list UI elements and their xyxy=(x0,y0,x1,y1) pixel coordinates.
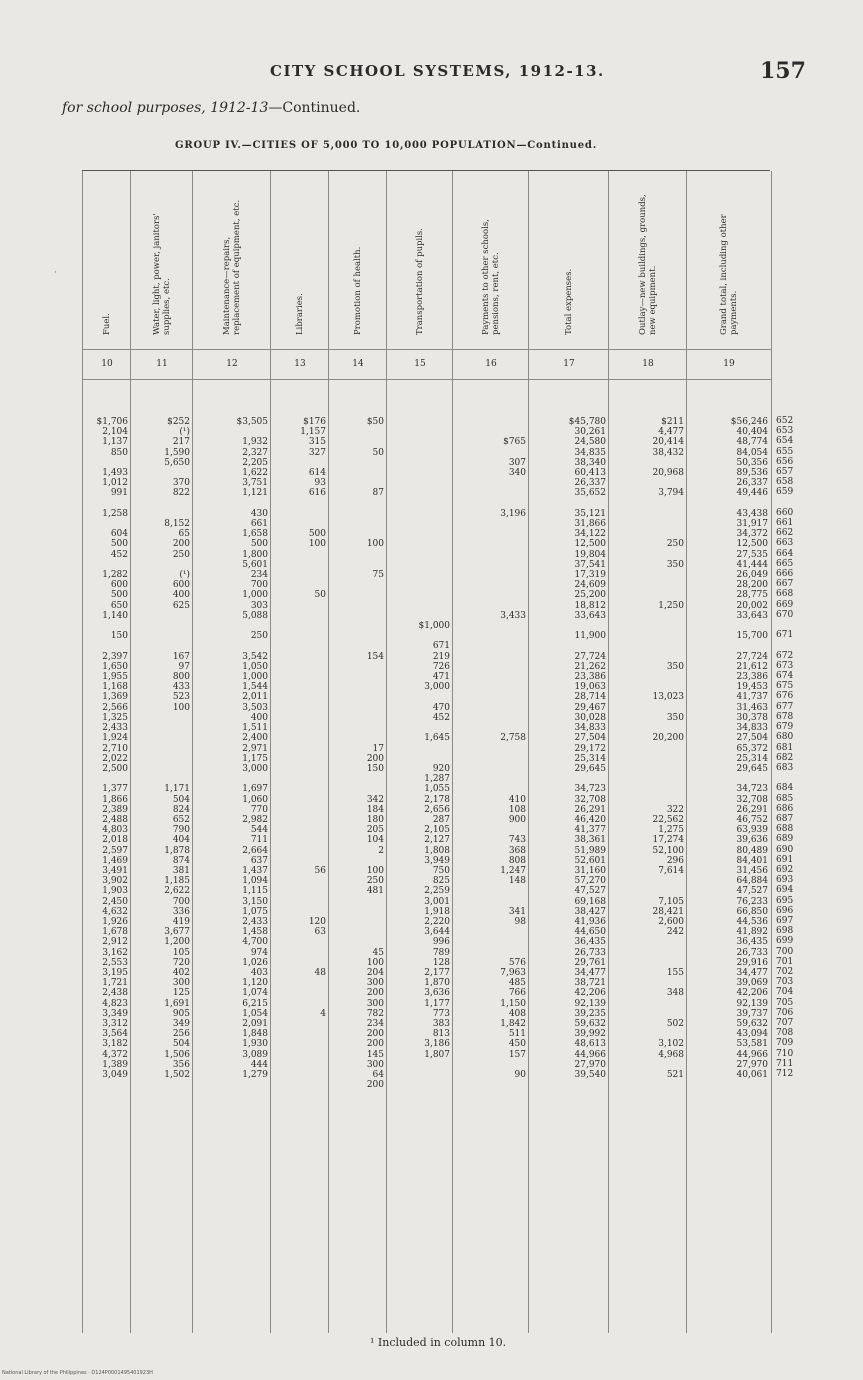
column-values: $45,780 30,261 24,580 34,835 38,340 60,413 26,337 35,652 35,121 31,866 34,122 12,500 19,804 37,541 17,319 24,609 25,200 18,812 33,643 11,900 27,724 21,262 23,386 19,063 28,714 29,467 30,028 34,833 27,504 29,172 25,314 29,645 34,723 32,708 26,291 46,420 41,377 38,361 51,989 52,601 31,160 57,270 47,527 69,168 38,427 41,936 44,650 36,435 26,733 29,761 34,477 38,721 42,206 92,139 39,235 59,632 39,992 48,613 44,966 27,970 39,540 xyxy=(568,417,606,1080)
column-values: $3,505 1,932 2,327 2,205 1,622 3,751 1,121 430 661 1,658 500 1,800 5,601 234 700 1,000 303 5,088 250 3,542 1,050 1,000 1,544 2,011 3,503 400 1,511 2,400 2,971 1,175 3,000 1,697 1,060 770 2,982 544 711 2,664 637 1,437 1,094 1,115 3,150 1,075 2,433 1,458 4,700 974 1,026 403 1,120 1,074 6,215 1,054 2,091 1,848 1,930 3,089 444 1,279 xyxy=(236,417,268,1080)
column-number: 16 xyxy=(453,349,529,380)
column-values: $252 (¹) 217 1,590 5,650 370 822 8,152 65 200 250 (¹) 600 400 625 167 97 800 433 523 100 1,171 504 824 652 790 404 1,878 874 381 1,185 2,622 700 336 419 3,677 1,200 105 720 402 300 125 1,691 905 349 256 504 1,506 356 1,502 xyxy=(164,417,190,1080)
column-values: $50 50 87 100 75 154 17 200 150 342 184 180 205 104 2 100 250 481 45 100 204 300 200 300 782 234 200 200 145 300 64 200 xyxy=(366,417,384,1091)
column-number: 14 xyxy=(329,349,387,380)
column-payments-to-other-schools xyxy=(452,171,529,1333)
scan-credit: National Library of the Philippines · D124P0001495401923H xyxy=(2,1370,153,1376)
row-numbers: 652 653 654 655 656 657 658 659 660 661 662 663 664 665 666 667 668 669 670 671 672 673 674 675 676 677 678 679 680 681 682 683 684 685 686 687 688 689 690 691 692 693 694 695 696 697 698 699 700 701 702 703 704 705 706 707 708 709 710 711 712 xyxy=(776,416,794,1079)
column-number: 15 xyxy=(387,349,453,380)
column-header xyxy=(609,171,687,350)
column-values: $176 1,157 315 327 614 93 616 500 100 50 56 120 63 48 4 xyxy=(300,417,326,1019)
column-label: Promotion of health. xyxy=(353,246,363,335)
subtitle-continued: —Continued. xyxy=(268,100,361,116)
page-number: 157 xyxy=(760,58,806,84)
column-header xyxy=(687,171,771,350)
column-grand-total xyxy=(686,171,772,1333)
column-values: $1,000 671 219 726 471 3,000 470 452 1,645 920 1,287 1,055 2,178 2,656 287 2,105 2,127 1,808 3,949 750 825 2,259 3,001 1,918 2,220 3,644 996 789 128 2,177 1,870 3,636 1,177 773 383 813 3,186 1,807 xyxy=(418,621,450,1060)
column-label: Water, light, power, janitors' supplies, etc. xyxy=(152,213,172,335)
column-label: Libraries. xyxy=(295,293,305,335)
column-number: 19 xyxy=(687,349,771,380)
column-values: $1,706 2,104 1,137 850 1,493 1,012 991 1,258 604 500 452 1,282 600 500 650 1,140 150 2,397 1,650 1,955 1,168 1,369 2,566 1,325 2,433 1,924 2,710 2,022 2,500 1,377 1,866 2,389 2,488 4,803 2,018 2,597 1,469 3,491 3,902 1,903 2,450 4,632 1,926 1,678 2,912 3,162 2,553 3,195 1,721 2,438 4,823 3,349 3,312 3,564 3,182 4,372 1,389 3,049 xyxy=(96,417,128,1080)
column-number: 18 xyxy=(609,349,687,380)
column-number: 10 xyxy=(83,349,131,380)
page-title: CITY SCHOOL SYSTEMS, 1912-13. xyxy=(270,62,605,80)
column-number: 12 xyxy=(193,349,271,380)
expense-table xyxy=(82,170,770,1333)
column-water-light xyxy=(130,171,193,1333)
column-label: Payments to other schools, pensions, rent, etc. xyxy=(481,219,501,335)
column-header xyxy=(193,171,271,350)
column-maintenance xyxy=(192,171,271,1333)
column-total-expenses xyxy=(528,171,609,1333)
column-label: Fuel. xyxy=(102,313,112,335)
column-number: 13 xyxy=(271,349,329,380)
column-header xyxy=(453,171,529,350)
column-header xyxy=(529,171,609,350)
column-header xyxy=(131,171,193,350)
column-libraries xyxy=(270,171,329,1333)
column-label: Maintenance—repairs, replacement of equipment, etc. xyxy=(222,199,242,335)
column-number: 11 xyxy=(131,349,193,380)
footnote: ¹ Included in column 10. xyxy=(370,1336,507,1349)
column-values: $56,246 40,404 48,774 84,054 50,356 89,536 26,337 49,446 43,438 31,917 34,372 12,500 27,535 41,444 26,049 28,200 28,775 20,002 33,643 15,700 27,724 21,612 23,386 19,453 41,737 31,463 30,378 34,833 27,504 65,372 25,314 29,645 34,723 32,708 26,291 46,752 63,939 39,636 80,489 84,401 31,456 64,884 47,527 76,233 66,850 44,536 41,892 36,435 26,733 29,916 34,477 39,069 42,206 92,139 39,737 59,632 43,094 53,581 44,966 27,970 40,061 xyxy=(730,417,768,1080)
column-header xyxy=(329,171,387,350)
column-values: $765 307 340 3,196 3,433 2,758 410 108 900 743 368 808 1,247 148 341 98 576 7,963 485 766 1,150 408 1,842 511 450 157 90 xyxy=(500,437,526,1080)
column-header xyxy=(83,171,131,350)
column-header xyxy=(387,171,453,350)
table-subtitle xyxy=(62,100,360,116)
column-outlay xyxy=(608,171,687,1333)
column-label: Outlay—new buildings, grounds, new equipment. xyxy=(638,194,658,335)
column-label: Grand total, including other payments. xyxy=(719,214,739,335)
subtitle-main: for school purposes, 1912-13 xyxy=(62,100,269,116)
column-label: Transportation of pupils. xyxy=(415,228,425,335)
column-promotion-of-health xyxy=(328,171,387,1333)
running-head xyxy=(0,58,863,88)
column-values: $211 4,477 20,414 38,432 20,968 3,794 250 350 1,250 350 13,023 350 20,200 322 22,562 1,275 17,274 52,100 296 7,614 7,105 28,421 2,600 242 155 348 502 3,102 4,968 521 xyxy=(652,417,684,1080)
column-label: Total expenses. xyxy=(564,268,574,335)
group-heading: GROUP IV.—CITIES OF 5,000 TO 10,000 POPULATION—Continued. xyxy=(175,140,597,151)
column-fuel xyxy=(82,171,131,1333)
column-number: 17 xyxy=(529,349,609,380)
column-transportation xyxy=(386,171,453,1333)
margin-mark: · xyxy=(54,268,57,278)
column-header xyxy=(271,171,329,350)
